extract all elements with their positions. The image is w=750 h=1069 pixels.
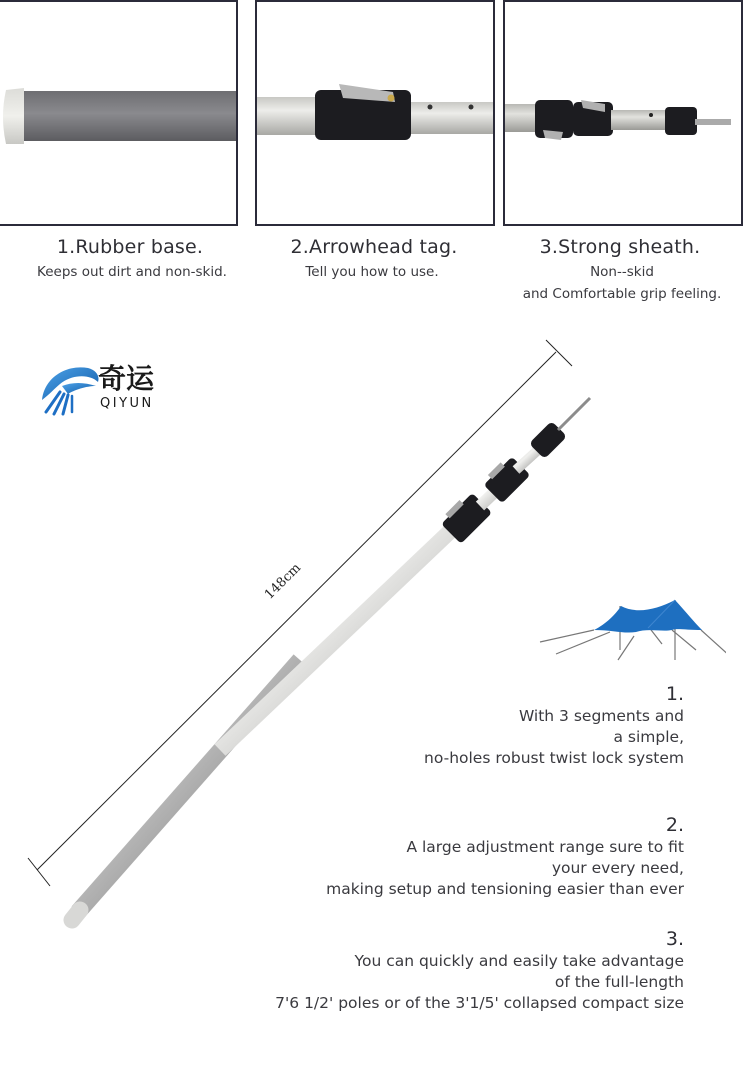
dimension-line xyxy=(28,340,572,886)
feature-3 xyxy=(275,927,684,1014)
panel-2-title: 2.Arrowhead tag. xyxy=(290,236,458,258)
feature-1-number: 1. xyxy=(665,683,684,705)
tarp-canopy-icon xyxy=(536,588,726,668)
panel-1-subtitle: Keeps out dirt and non-skid. xyxy=(37,264,227,280)
panel-rubber-base-image xyxy=(0,0,238,226)
feature-2-line-3: making setup and tensioning easier than ever xyxy=(326,880,684,898)
panel-2-subtitle: Tell you how to use. xyxy=(305,264,439,280)
feature-2-line-2: your every need, xyxy=(551,859,684,877)
feature-3-line-1: You can quickly and easily take advantage xyxy=(354,952,684,970)
panel-arrowhead-image xyxy=(255,0,495,226)
feature-2 xyxy=(326,813,684,900)
length-dimension-label: 148cm xyxy=(262,560,305,603)
feature-2-number: 2. xyxy=(665,814,684,836)
sheath-tip-pole-illustration xyxy=(505,2,743,226)
feature-3-line-2: of the full-length xyxy=(554,973,684,991)
feature-3-line-3: 7'6 1/2' poles or of the 3'1/5' collapsed compact size xyxy=(275,994,684,1012)
panel-3-subtitle-line-1: Non--skid xyxy=(590,264,654,280)
logo-english-text: QIYUN xyxy=(100,396,154,411)
feature-1-line-1: With 3 segments and xyxy=(518,707,684,725)
feature-3-number: 3. xyxy=(665,928,684,950)
panel-3-subtitle-line-2: and Comfortable grip feeling. xyxy=(522,286,722,302)
feature-1 xyxy=(424,682,684,769)
logo-chinese-text: 奇运 xyxy=(98,362,155,395)
panel-sheath-image xyxy=(503,0,743,226)
feature-1-line-3: no-holes robust twist lock system xyxy=(424,749,684,767)
panel-1-title: 1.Rubber base. xyxy=(56,236,204,258)
rubber-base-pole-illustration xyxy=(0,2,238,226)
feature-1-line-2: a simple, xyxy=(613,728,684,746)
panel-3-title: 3.Strong sheath. xyxy=(539,236,701,258)
feature-2-line-1: A large adjustment range sure to fit xyxy=(406,838,684,856)
arrowhead-lock-pole-illustration xyxy=(257,2,495,226)
